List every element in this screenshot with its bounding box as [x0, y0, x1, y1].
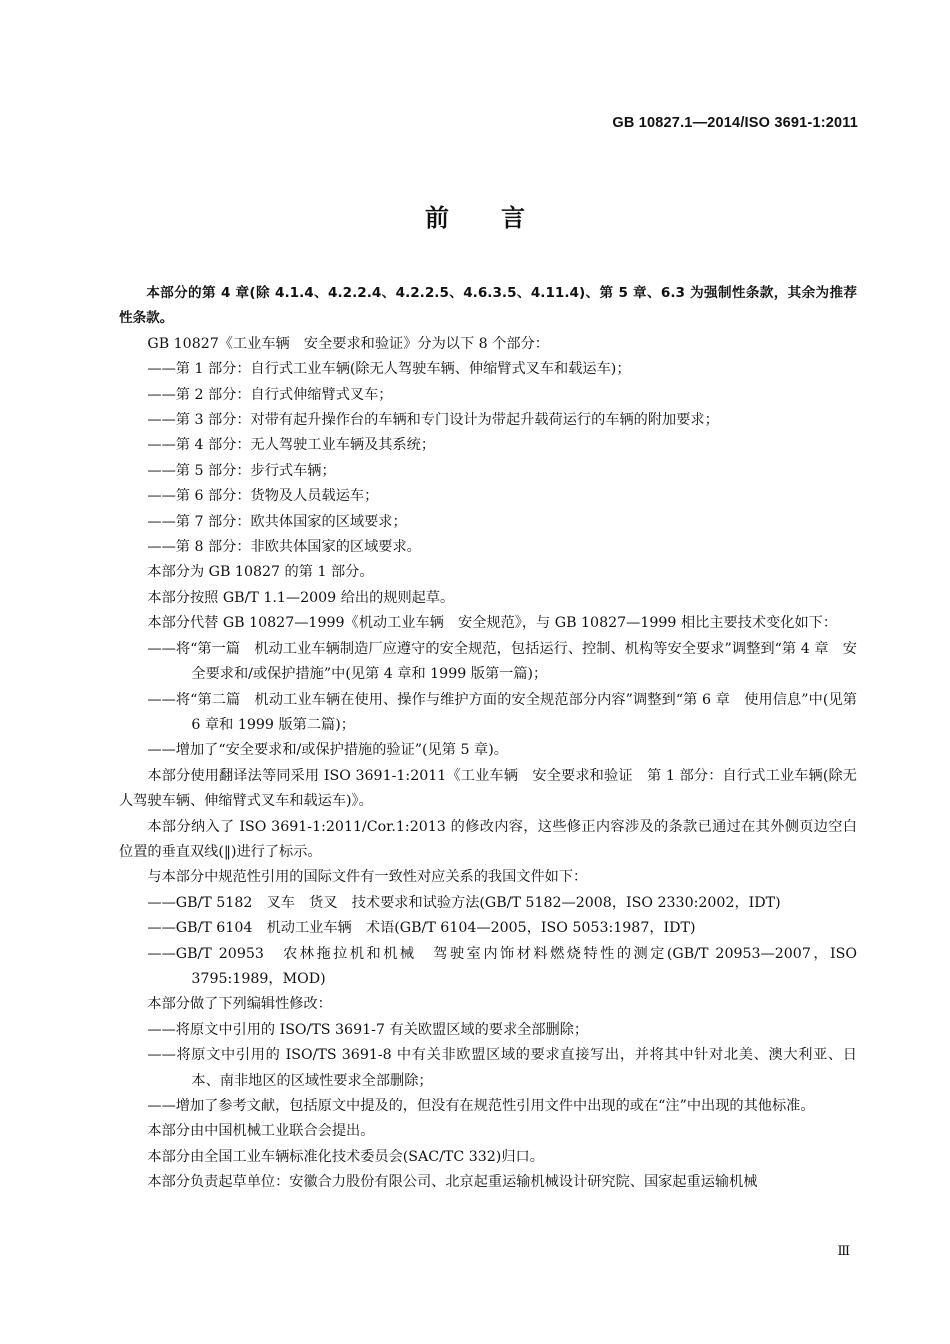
foreword-body — [119, 281, 857, 1196]
paragraph: GB 10827《工业车辆 安全要求和验证》分为以下 8 个部分： — [147, 335, 549, 352]
list-item: ——GB/T 6104 机动工业车辆 术语(GB/T 6104—2005，ISO 5053:1987，IDT) — [147, 920, 696, 937]
paragraph: 本部分由全国工业车辆标准化技术委员会(SAC/TC 332)归口。 — [147, 1148, 544, 1165]
paragraph: 本部分做了下列编辑性修改： — [147, 996, 332, 1013]
list-item: ——第 2 部分：自行式伸缩臂式叉车； — [147, 386, 393, 403]
list-item: ——增加了参考文献，包括原文中提及的，但没有在规范性引用文件中出现的或在“注”中出现的其他标准。 — [147, 1098, 815, 1114]
list-item: ——将原文中引用的 ISO/TS 3691-7 有关欧盟区域的要求全部删除； — [147, 1021, 589, 1038]
paragraph: 本部分纳入了 ISO 3691-1:2011/Cor.1:2013 的修改内容，这些修正内容涉及的条款已通过在其外侧页边空白位置的垂直双线(‖)进行了标示。 — [119, 818, 857, 860]
list-item: ——GB/T 20953 农林拖拉机和机械 驾驶室内饰材料燃烧特性的测定(GB/T 20953—2007，ISO 3795:1989，MOD) — [147, 945, 857, 987]
list-item: ——第 1 部分：自行式工业车辆(除无人驾驶车辆、伸缩臂式叉车和载运车)； — [147, 361, 631, 378]
list-item: ——GB/T 5182 叉车 货叉 技术要求和试验方法(GB/T 5182—2008，ISO 2330:2002，IDT) — [147, 894, 781, 911]
list-item: ——将“第一篇 机动工业车辆制造厂应遵守的安全规范，包括运行、控制、机构等安全要求”调整到“第 4 章 安全要求和/或保护措施”中(见第 4 章和 1999 版第一篇)； — [147, 640, 857, 683]
paragraph: 本部分为 GB 10827 的第 1 部分。 — [147, 564, 374, 581]
page-title: 前言 — [425, 204, 577, 232]
paragraph: 本部分负责起草单位：安徽合力股份有限公司、北京起重运输机械设计研究院、国家起重运输机械 — [147, 1174, 758, 1191]
standard-code-header: GB 10827.1—2014/ISO 3691-1:2011 — [612, 115, 858, 131]
paragraph: 本部分由中国机械工业联合会提出。 — [147, 1123, 375, 1140]
list-item: ——增加了“安全要求和/或保护措施的验证”(见第 5 章)。 — [147, 742, 508, 759]
list-item: ——将原文中引用的 ISO/TS 3691-8 中有关非欧盟区域的要求直接写出，并将其中针对北美、澳大利亚、日本、南非地区的区域性要求全部删除； — [147, 1047, 857, 1089]
paragraph: 本部分代替 GB 10827—1999《机动工业车辆 安全规范》，与 GB 10827—1999 相比主要技术变化如下： — [147, 615, 838, 632]
list-item: ——将“第二篇 机动工业车辆在使用、操作与维护方面的安全规范部分内容”调整到“第 6 章 使用信息”中(见第 6 章和 1999 版第二篇)； — [147, 691, 857, 733]
paragraph: 本部分按照 GB/T 1.1—2009 给出的规则起草。 — [147, 589, 455, 606]
page-number: Ⅲ — [837, 1244, 850, 1259]
list-item: ——第 3 部分：对带有起升操作台的车辆和专门设计为带起升载荷运行的车辆的附加要求； — [147, 412, 719, 429]
list-item: ——第 5 部分：步行式车辆； — [147, 462, 336, 479]
list-item: ——第 8 部分：非欧共体国家的区域要求。 — [147, 539, 421, 556]
list-item: ——第 4 部分：无人驾驶工业车辆及其系统； — [147, 437, 436, 454]
list-item: ——第 7 部分：欧共体国家的区域要求； — [147, 513, 407, 530]
list-item: ——第 6 部分：货物及人员载运车； — [147, 488, 379, 505]
paragraph: 本部分使用翻译法等同采用 ISO 3691-1:2011《工业车辆 安全要求和验证 第 1 部分：自行式工业车辆(除无人驾驶车辆、伸缩臂式叉车和载运车)》。 — [119, 767, 857, 810]
paragraph: 本部分的第 4 章(除 4.1.4、4.2.2.4、4.2.2.5、4.6.3.5、4.11.4)、第 5 章、6.3 为强制性条款，其余为推荐性条款。 — [119, 285, 857, 327]
paragraph: 与本部分中规范性引用的国际文件有一致性对应关系的我国文件如下： — [147, 869, 588, 886]
